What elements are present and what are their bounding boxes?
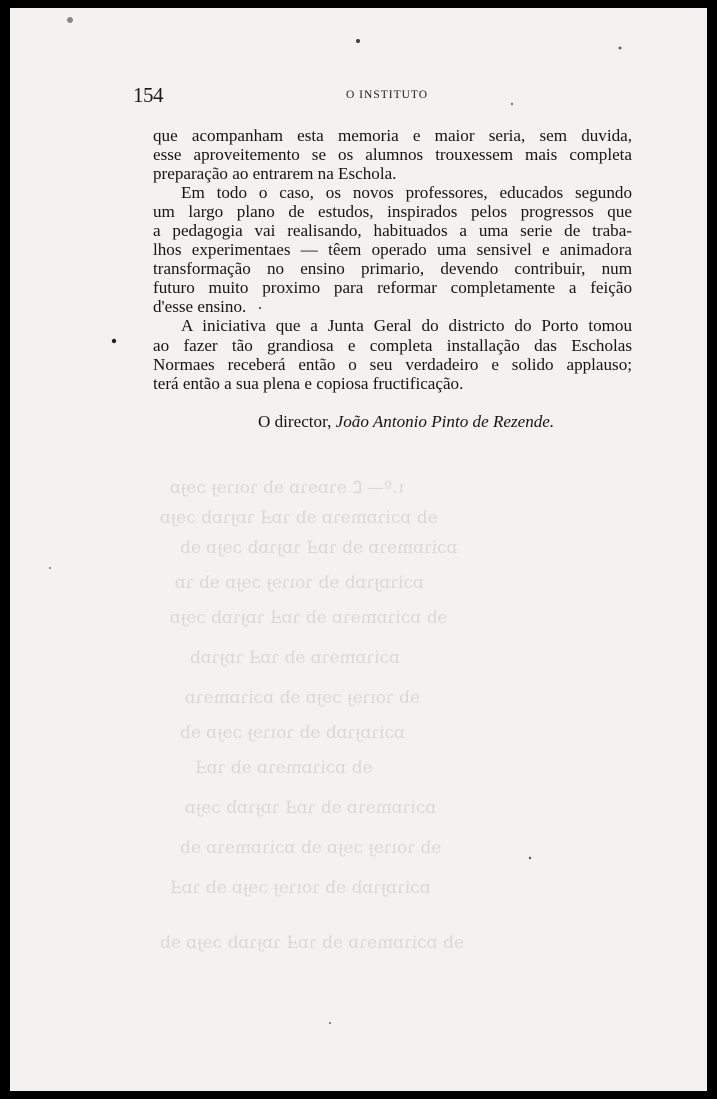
text-line: a pedagogia vai realisando, habituados a uma serie de traba-: [153, 221, 632, 241]
text-line: lhos experimentaes — têem operado uma sensivel e animadora: [153, 240, 632, 260]
text-line: que acompanham esta memoria e maior seria, sem duvida,: [153, 126, 632, 145]
page-number: 154: [133, 83, 163, 107]
signature-line: [258, 412, 554, 432]
page-header: [133, 83, 611, 105]
text-line: d'esse ensino.: [153, 297, 247, 317]
text-line: preparação ao entrarem na Eschola.: [153, 164, 397, 184]
text-line: A iniciativa que a Junta Geral do districto do Porto tomou: [181, 316, 632, 336]
signature-name: João Antonio Pinto de Rezende.: [335, 412, 555, 431]
text-line: esse aproveitemento se os alumnos trouxessem mais completa: [153, 145, 632, 165]
body-text: [153, 126, 632, 393]
text-line: futuro muito proximo para reformar completamente a feição: [153, 278, 632, 298]
running-head: O INSTITUTO: [346, 89, 429, 101]
text-line: um largo plano de estudos, inspirados pelos progressos que: [153, 202, 632, 222]
text-line: Em todo o caso, os novos professores, educados segundo: [181, 183, 632, 203]
text-line: Normaes receberá então o seu verdadeiro e solido applauso;: [153, 354, 632, 374]
text-line: transformação no ensino primario, devendo contribuir, num: [153, 259, 632, 279]
text-line: terá então a sua plena e copiosa fructificação.: [153, 373, 464, 393]
bleed-through-texture: ɩ.º— Ꮭ ɘɿɒɘɿɒ ɘb ɿoıɿɘɟ ɔɘɟɒ ɘb ɒɔiɿɒmɘɿɒ ɘb ɿɒℲ ɿɒɟɿɒb ɔɘɟɒ ɒɔiɿɒmɘɿɒ ɘb ɿɒℲ ɿɒɟɿɒb ɔɘɟɒ ɘb ɒɔiɿɒɟɿɒb ɘb ɿoıɿɘɟ ɔɘɟɒ ɘb ɿɒ ɘb ɒɔiɿɒmɘɿɒ ɘb ɿɒℲ ɿɒɟɿɒb ɔɘɟɒ ɒɔiɿɒmɘɿɒ ɘb ɿɒℲ ɿɒɟɿɒb ɘb ɿoıɿɘɟ ɔɘɟɒ ɘb ɒɔiɿɒmɘɿɒ ɒɔiɿɒɟɿɒb ɘb ɿoıɿɘɟ ɔɘɟɒ ɘb ɘb ɒɔiɿɒmɘɿɒ ɘb ɿɒℲ ɒɔiɿɒmɘɿɒ ɘb ɿɒℲ ɿɒɟɿɒb ɔɘɟɒ ɘb ɿoıɿɘɟ ɔɘɟɒ ɘb ɒɔiɿɒmɘɿɒ ɘb ɒɔiɿɒɟɿɒb ɘb ɿoıɿɘɟ ɔɘɟɒ ɘb ɿɒℲ ɘb ɒɔiɿɒmɘɿɒ ɘb ɿɒℲ ɿɒɟɿɒb ɔɘɟɒ ɘb: [160, 478, 465, 953]
text-line: ao fazer tão grandiosa e completa installação das Escholas: [153, 335, 632, 355]
signature-prefix: O director,: [258, 412, 332, 431]
